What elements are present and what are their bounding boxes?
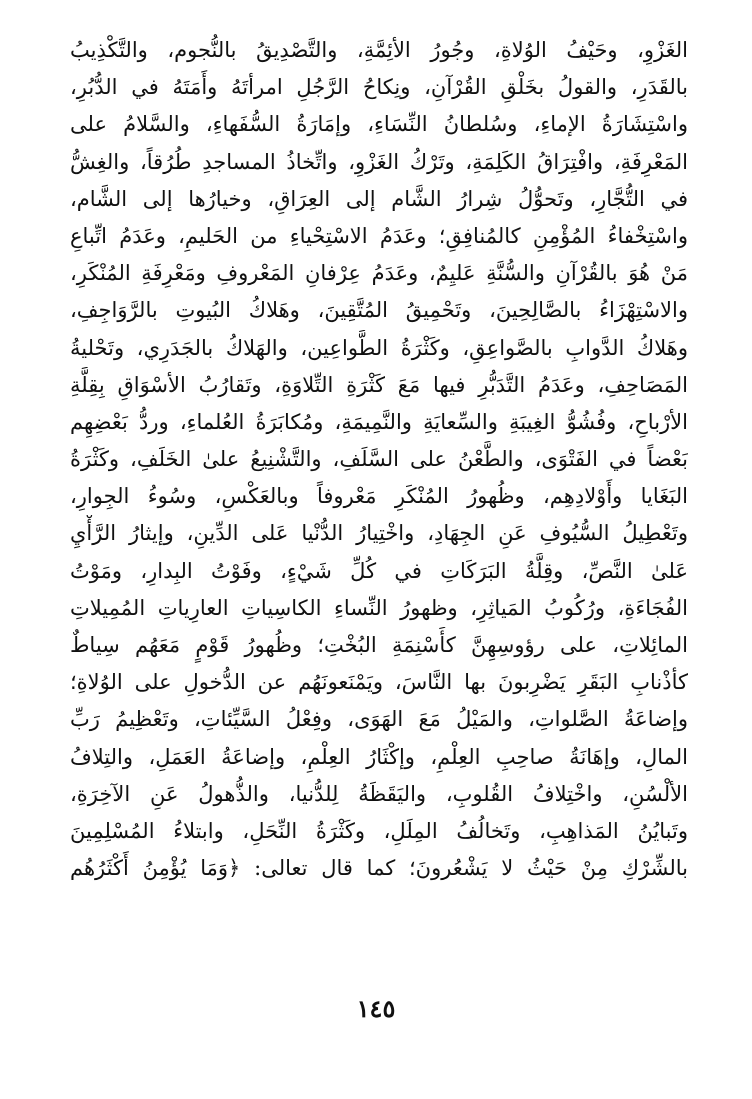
text-line: الأرْباحِ، وفُشُوُّ الغِيبَةِ والسِّعايَةِ والنَّمِيمَةِ، ومُكابَرَةُ العُلماءِ، وردُّ بَعْضِهِم [70,409,688,434]
text-line: كأذْنابِ البَقَرِ يَضْرِبونَ بها النَّاسَ، ويَمْنَعونَهُم عن الدُّخولِ على الوُلاةِ؛ [70,670,688,695]
text-line: عَلىٰ النَّصِّ، وقِلَّةُ البَرَكَاتِ في كُلِّ شَيْءٍ، وفَوْتُ البِدارِ، ومَوْتُ [70,558,688,583]
body-text [70,32,688,887]
text-line: مَنْ هُوَ بالقُرْآنِ والسُّنَّةِ عَليِمٌ، وعَدَمُ عِرْفانِ المَعْروفِ ومَعْرِفَةِ المُنْكَرِ، [70,261,688,286]
text-line: والاسْتِهْزَاءُ بالصَّالِحِينَ، وتَحْمِيقُ المُتَّقِينَ، وهَلاكُ البُيوتِ بالرَّوَاجِفِ، [70,298,688,323]
text-line: المائِلاتِ، على رؤوسِهِنَّ كأَسْنِمَةِ البُخْتِ؛ وظُهورُ قَوْمٍ مَعَهُم سِياطٌ [70,633,688,657]
text-line: المَصَاحِفِ، وعَدَمُ التَّدَبُّرِ فيها مَعَ كَثْرَةِ التِّلاوَةِ، وتَقارُبُ الأسْوَاقِ بِقِلَّةِ [70,372,688,397]
text-line: بالشِّرْكِ مِنْ حَيْثُ لا يَشْعُرونَ؛ كما قال تعالى: ﴿وَمَا يُؤْمِنُ أَكْثَرُهُم [70,856,688,881]
text-line: وإضاعَةُ الصَّلواتِ، والمَيْلُ مَعَ الهَوَى، وفِعْلُ السَّيِّئاتِ، وتَعْظِيمُ رَبِّ [70,707,688,732]
text-line: بَعْضاً في الفَتْوَى، والطَّعْنُ على السَّلَفِ، والتَّشْنِيعُ علىٰ الخَلَفِ، وكَثْرَةُ [70,447,688,472]
text-line: الفُجَاءَةِ، ورُكُوبُ المَياثِرِ، وظهورُ النِّساءِ الكاسِياتِ العارِياتِ المُمِيلاتِ [70,595,688,620]
text-line: الألْسُنِ، واخْتِلافُ القُلوبِ، واليَقَظَةُ لِلدُّنيا، والذُّهولُ عَنِ الآخِرَةِ، [70,781,688,806]
text-line: المالِ، وإهَانَةُ صاحِبِ العِلْمِ، وإكْثَارُ العِلْمِ، وإضاعَةُ العَمَلِ، والتِلافُ [70,744,688,769]
text-line: في التُّجَّارِ، وتَحوُّلُ شِرارُ الشَّام إلى العِرَاقِ، وخيارُها إلى الشَّام، [70,186,688,211]
text-line: بالقَدَرِ، والقولُ بخَلْقِ القُرْآنِ، ونِكاحُ الرَّجُلِ امرأتَهُ وأَمَتَهُ في الدُّبُرِ، [70,75,688,100]
text-line: المَعْرِفَةِ، وافْتِرَاقُ الكَلِمَةِ، وتَرْكُ الغَزْوِ، واتِّخاذُ المساجدِ طُرُقاً، والغِشُّ [70,149,688,174]
page-number: ١٤٥ [356,994,396,1023]
text-line: الغَزْوِ، وحَيْفُ الوُلاةِ، وجُورُ الأئِمَّةِ، والتَّصْدِيقُ بالنُّجوم، والتَّكْذِيبُ [70,38,688,62]
text-line: وتَبايُنُ المَذاهِبِ، وتَخالُفُ المِلَلِ، وكَثْرَةُ النِّحَلِ، وابتلاءُ المُسْلِمِينَ [70,818,688,843]
text-line: واسْتِشَارَةُ الإماءِ، وسُلطانُ النِّسَاءِ، وإمَارَةُ السُّفَهاءِ، والسَّلامُ على [70,112,688,137]
text-line: وتَعْطِيلُ السُّيُوفِ عَنِ الجِهَادِ، واخْتِيارُ الدُّنْيا عَلى الدِّينِ، وإيثارُ الرَّأْيِ [70,521,688,546]
text-line: وهَلاكُ الدَّوابِ بالصَّواعِقِ، وكَثْرَةُ الطَّواعِين، والهَلاكُ بالجَدَرِي، وتَحْليةُ [70,335,688,360]
text-line: واسْتِخْفاءُ المُؤْمِنِ كالمُنافِقِ؛ وعَدَمُ الاسْتِحْياءِ من الحَليمِ، وعَدَمُ اتِّباعِ [70,223,688,248]
text-line: البَغَايا وأَوْلادِهِم، وظُهورُ المُنْكَرِ مَعْروفاً وبالعَكْسِ، وسُوءُ الجِوارِ، [70,484,688,509]
